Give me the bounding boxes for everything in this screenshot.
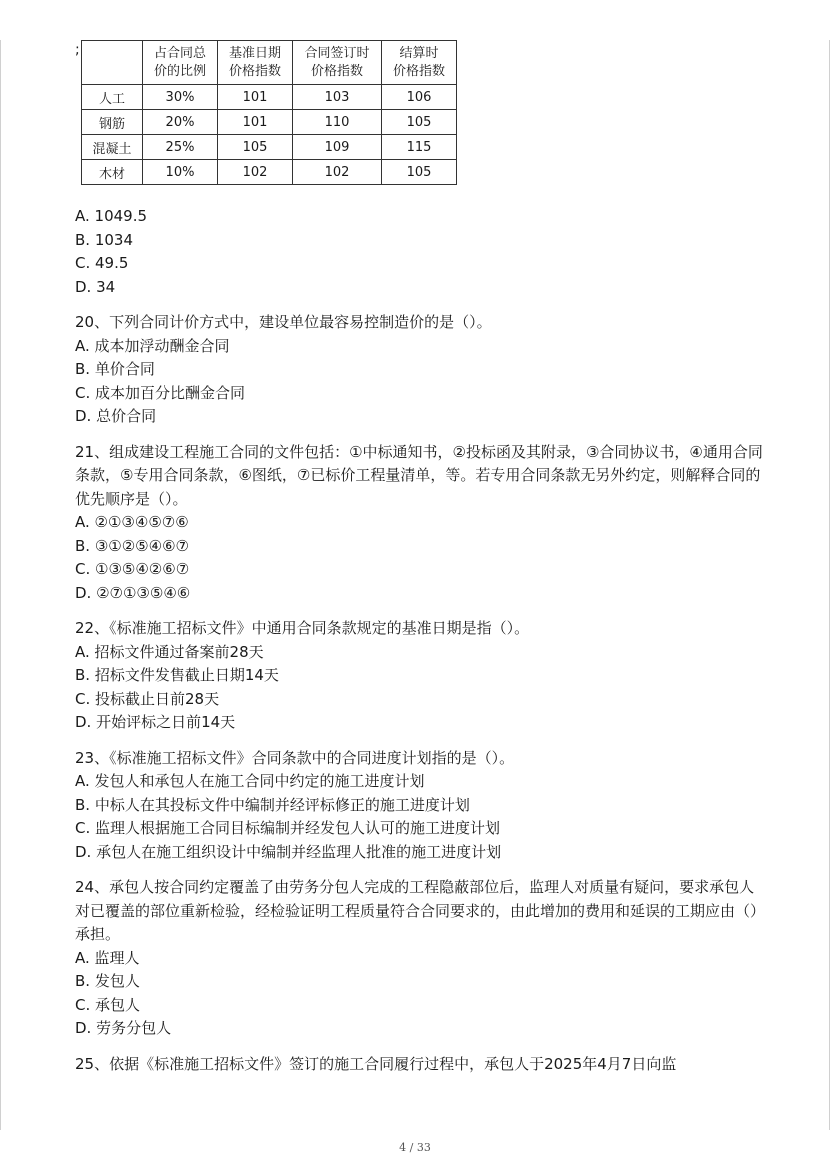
price-index-table [81,40,457,185]
question-block [75,876,765,1041]
table-header-cell: 基准日期 价格指数 [218,41,293,85]
table-cell: 105 [218,135,293,160]
page-border-left [0,40,1,1130]
answer-option: D. 开始评标之日前14天 [75,713,236,731]
question-stem: 23、《标准施工招标文件》合同条款中的合同进度计划指的是（）。 [75,748,515,767]
table-cell: 102 [218,160,293,185]
table-cell: 105 [382,110,457,135]
table-cell: 25% [143,135,218,160]
answer-option: A. 招标文件通过备案前28天 [75,642,264,661]
table-row [82,85,457,110]
table-cell: 10% [143,160,218,185]
answer-option: A. 监理人 [75,948,140,967]
answer-option: B. ③①②⑤④⑥⑦ [75,536,189,555]
table-body [82,85,457,185]
answer-option: C. 49.5 [75,254,129,272]
answer-option: C. 监理人根据施工合同目标编制并经发包人认可的施工进度计划 [75,819,501,837]
question-block [75,441,765,606]
table-cell: 105 [382,160,457,185]
answer-option: B. 1034 [75,230,134,249]
answer-option: B. 中标人在其投标文件中编制并经评标修正的施工进度计划 [75,795,470,814]
table-cell: 109 [293,135,382,160]
answer-option: C. 承包人 [75,995,141,1014]
table-cell: 103 [293,85,382,110]
table-cell: 102 [293,160,382,185]
answer-option: D. 34 [75,277,116,296]
answer-option: A. ②①③④⑤⑦⑥ [75,513,189,531]
answer-option: C. 投标截止日前28天 [75,689,220,708]
table-header-cell [82,41,143,85]
table-cell: 106 [382,85,457,110]
table-cell: 木材 [82,160,143,185]
table-header-row [82,41,457,85]
answer-option: C. ①③⑤④②⑥⑦ [75,560,190,578]
table-row [82,135,457,160]
answer-option: B. 单价合同 [75,360,155,378]
answer-option: A. 成本加浮动酬金合同 [75,336,230,355]
table-row [82,110,457,135]
answer-option: D. 承包人在施工组织设计中编制并经监理人批准的施工进度计划 [75,842,502,861]
question-block [75,747,765,865]
table-cell: 人工 [82,85,143,110]
answer-option: D. ②⑦①③⑤④⑥ [75,583,191,602]
answer-option: D. 总价合同 [75,407,157,425]
question-stem: 21、组成建设工程施工合同的文件包括：①中标通知书，②投标函及其附录，③合同协议书，④通用合同条款，⑤专用合同条款，⑥图纸，⑦已标价工程量清单，等。若专用合同条款无另外约定，则解释合同的优先顺序是（）。 [75,442,763,508]
table-cell: 101 [218,85,293,110]
table-header-cell: 合同签订时 价格指数 [293,41,382,85]
table-cell: 30% [143,85,218,110]
answer-option: A. 1049.5 [75,207,148,225]
table-row [82,160,457,185]
answer-option: B. 发包人 [75,972,140,990]
question-block [75,1053,765,1077]
answer-option: A. 发包人和承包人在施工合同中约定的施工进度计划 [75,772,425,790]
q19-options [75,205,765,299]
question-list [75,311,765,1076]
answer-option: B. 招标文件发售截止日期14天 [75,666,279,684]
answer-option: C. 成本加百分比酬金合同 [75,383,246,402]
table-cell: 110 [293,110,382,135]
question-stem: 20、下列合同计价方式中，建设单位最容易控制造价的是（）。 [75,313,492,331]
table-cell: 20% [143,110,218,135]
table-cell: 钢筋 [82,110,143,135]
page-number: 4 / 33 [399,1141,431,1154]
question-block [75,311,765,429]
table-cell: 混凝土 [82,135,143,160]
table-cell: 101 [218,110,293,135]
table-prefix: ; [75,42,80,58]
table-header-cell: 结算时 价格指数 [382,41,457,85]
question-stem: 24、承包人按合同约定覆盖了由劳务分包人完成的工程隐蔽部位后，监理人对质量有疑问，要求承包人对已覆盖的部位重新检验，经检验证明工程质量符合合同要求的，由此增加的费用和延误的工期应由（）承担。 [75,878,766,943]
answer-option: D. 劳务分包人 [75,1019,172,1037]
table-header-cell: 占合同总 价的比例 [143,41,218,85]
question-block [75,617,765,735]
table-cell: 115 [382,135,457,160]
question-stem: 22、《标准施工招标文件》中通用合同条款规定的基准日期是指（）。 [75,619,530,637]
question-content [75,205,765,1076]
question-stem: 25、依据《标准施工招标文件》签订的施工合同履行过程中，承包人于2025年4月7日向监 [75,1054,677,1073]
